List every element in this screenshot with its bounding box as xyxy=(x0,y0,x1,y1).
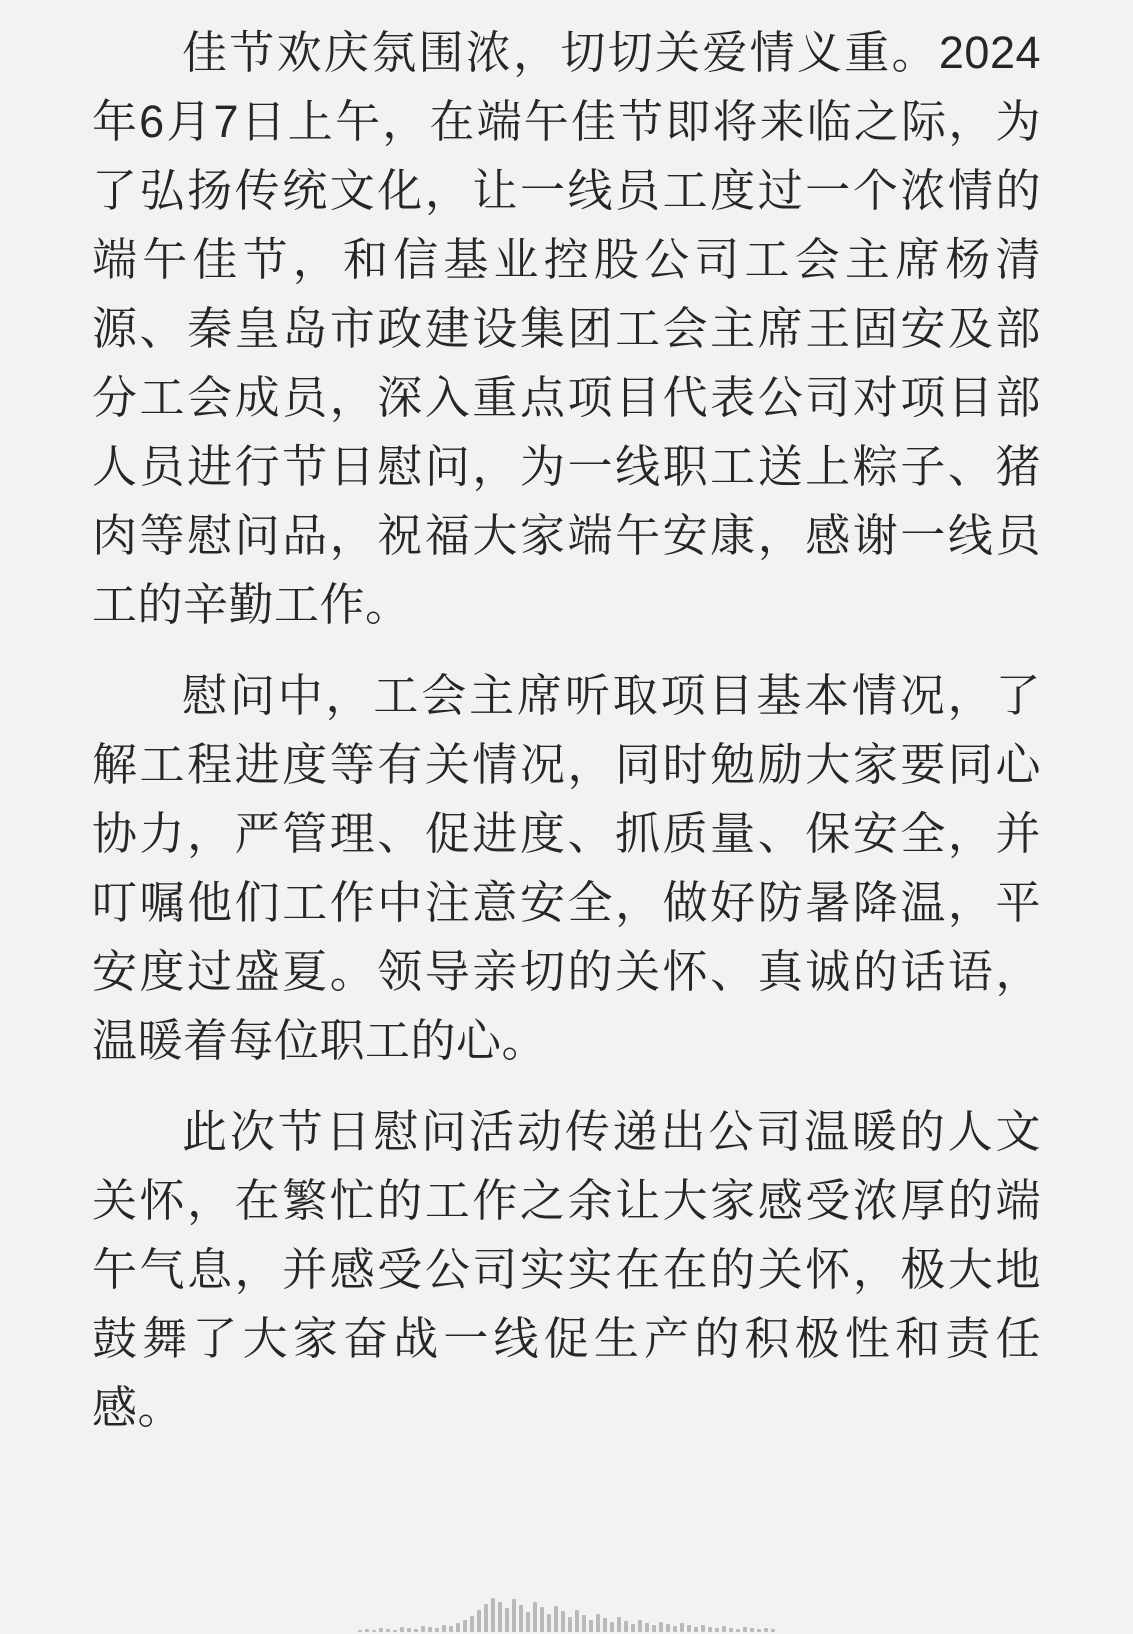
waveform-bar xyxy=(771,1629,775,1632)
waveform-bar xyxy=(750,1628,754,1632)
waveform-bar xyxy=(680,1623,684,1632)
waveform-bar xyxy=(540,1607,544,1632)
waveform-bar xyxy=(638,1620,642,1632)
waveform-bar xyxy=(652,1625,656,1632)
waveform-bar xyxy=(603,1618,607,1632)
waveform-bar xyxy=(428,1627,432,1632)
waveform-bar xyxy=(463,1620,467,1632)
waveform-bar xyxy=(589,1620,593,1632)
waveform-bar xyxy=(547,1614,551,1632)
waveform-bar xyxy=(701,1625,705,1632)
waveform-bar xyxy=(470,1616,474,1632)
waveform-bar xyxy=(491,1598,495,1632)
waveform-bar xyxy=(561,1611,565,1632)
waveform-bar xyxy=(736,1629,740,1632)
waveform-bar xyxy=(421,1626,425,1632)
waveform-bar xyxy=(659,1622,663,1632)
waveform-bar xyxy=(358,1630,362,1632)
audio-waveform-icon xyxy=(358,1586,775,1632)
waveform-bar xyxy=(568,1617,572,1632)
waveform-bar xyxy=(631,1624,635,1632)
waveform-bar xyxy=(645,1623,649,1632)
waveform-bar xyxy=(729,1628,733,1632)
waveform-bar xyxy=(414,1629,418,1632)
waveform-bar xyxy=(442,1625,446,1632)
waveform-bar xyxy=(533,1602,537,1632)
waveform-bar xyxy=(596,1614,600,1632)
waveform-bar xyxy=(498,1602,502,1632)
waveform-bar xyxy=(365,1629,369,1632)
waveform-bar xyxy=(715,1628,719,1632)
waveform-bar xyxy=(582,1615,586,1632)
waveform-bar xyxy=(484,1604,488,1632)
waveform-bar xyxy=(617,1617,621,1632)
waveform-bar xyxy=(519,1605,523,1632)
waveform-bar xyxy=(379,1628,383,1632)
waveform-bar xyxy=(757,1629,761,1632)
waveform-bar xyxy=(393,1630,397,1632)
waveform-bar xyxy=(407,1628,411,1632)
waveform-bar xyxy=(512,1599,516,1632)
waveform-bar xyxy=(610,1622,614,1632)
paragraph-1: 佳节欢庆氛围浓，切切关爱情义重。2024年6月7日上午，在端午佳节即将来临之际，为了弘扬传统文化，让一线员工度过一个浓情的端午佳节，和信基业控股公司工会主席杨清源、秦皇岛市政建设集团工会主席王固安及部分工会成员，深入重点项目代表公司对项目部人员进行节日慰问，为一线职工送上粽子、猪肉等慰问品，祝福大家端午安康，感谢一线员工的辛勤工作。 xyxy=(92,27,1041,630)
waveform-bar xyxy=(386,1629,390,1632)
waveform-bar xyxy=(764,1628,768,1632)
waveform-bar xyxy=(687,1625,691,1632)
waveform-bar xyxy=(477,1610,481,1632)
waveform-bar xyxy=(505,1608,509,1632)
waveform-bar xyxy=(449,1626,453,1632)
waveform-bar xyxy=(666,1624,670,1632)
waveform-bar xyxy=(435,1628,439,1632)
paragraph-3: 此次节日慰问活动传递出公司温暖的人文关怀，在繁忙的工作之余让大家感受浓厚的端午气息，并感受公司实实在在的关怀，极大地鼓舞了大家奋战一线促生产的积极性和责任感。 xyxy=(92,1106,1041,1433)
waveform-bar xyxy=(400,1627,404,1632)
waveform-bar xyxy=(743,1627,747,1632)
waveform-bar xyxy=(575,1610,579,1632)
paragraph-2: 慰问中，工会主席听取项目基本情况，了解工程进度等有关情况，同时勉励大家要同心协力，严管理、促进度、抓质量、保安全，并叮嘱他们工作中注意安全，做好防暑降温，平安度过盛夏。领导亲切的关怀、真诚的话语，温暖着每位职工的心。 xyxy=(92,670,1041,1066)
waveform-bar xyxy=(624,1621,628,1632)
footer-waveform xyxy=(92,1512,1041,1634)
waveform-bar xyxy=(456,1623,460,1632)
article-body xyxy=(92,18,1041,1512)
waveform-bar xyxy=(673,1626,677,1632)
waveform-bar xyxy=(526,1612,530,1632)
waveform-bar xyxy=(554,1606,558,1632)
waveform-bar xyxy=(372,1630,376,1632)
waveform-bar xyxy=(694,1627,698,1632)
waveform-bar xyxy=(722,1626,726,1632)
waveform-bar xyxy=(708,1627,712,1632)
